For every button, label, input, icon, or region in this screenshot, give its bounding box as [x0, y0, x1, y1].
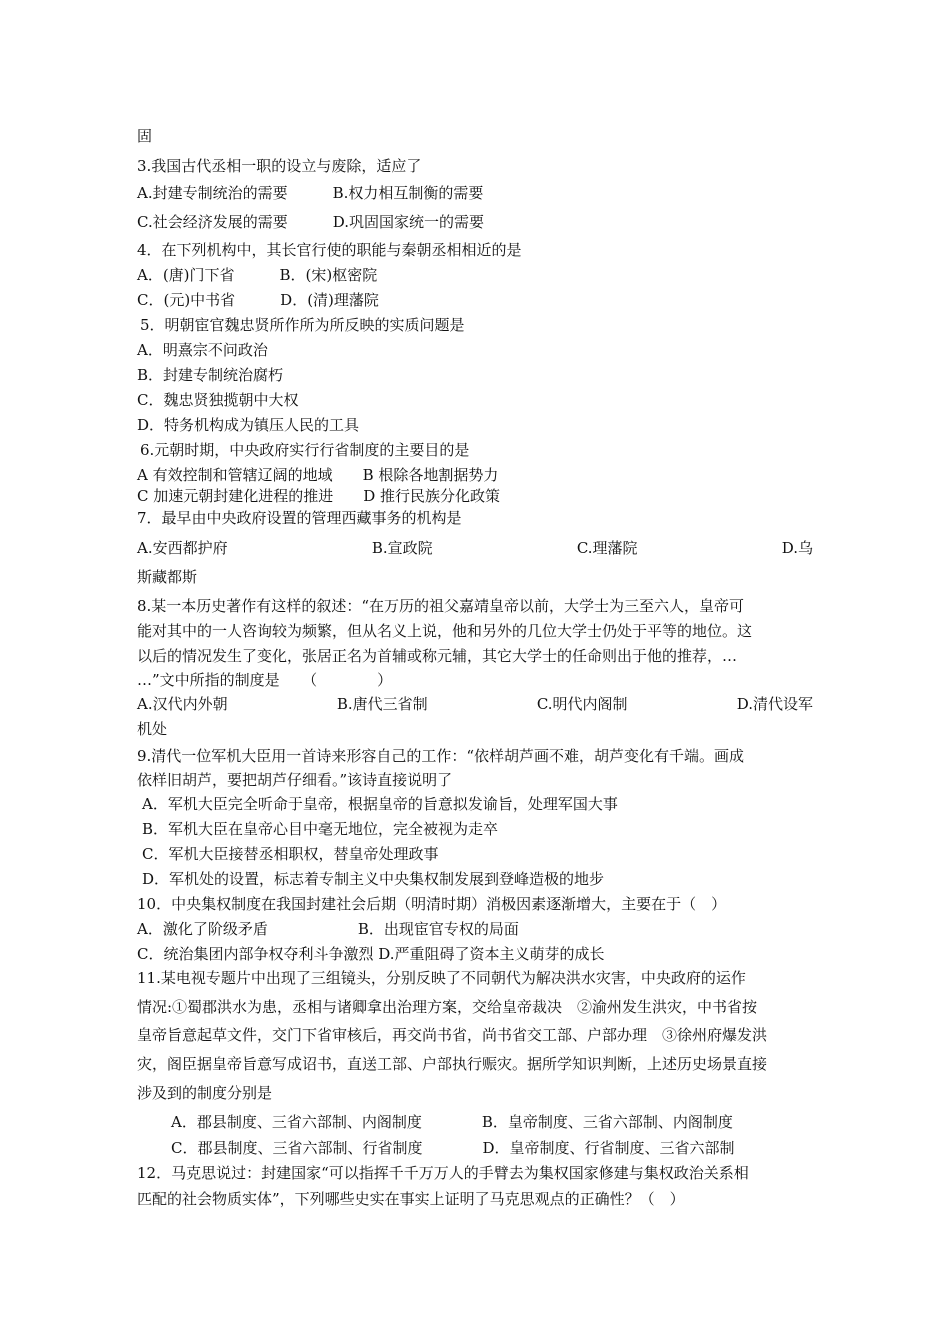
question-9-option-c: C．军机大臣接替丞相职权，替皇帝处理政事: [142, 845, 439, 863]
question-4-options-ab: A．(唐)门下省 B．(宋)枢密院: [137, 266, 378, 284]
question-8-stem: 能对其中的一人咨询较为频繁，但从名义上说，他和另外的几位大学士仍处于平等的地位。这: [137, 622, 753, 640]
option-b: B.唐代三省制: [336, 695, 428, 713]
option-c: C.理藩院: [576, 539, 638, 557]
question-7-options: [137, 538, 813, 558]
text-line: 机处: [137, 720, 168, 738]
question-10-stem: 10．中央集权制度在我国封建社会后期（明清时期）消极因素逐渐增大，主要在于（ ）: [137, 895, 727, 913]
question-10-options-cd: C．统治集团内部争权夺利斗争激烈 D.严重阻碍了资本主义萌芽的成长: [137, 945, 605, 963]
question-8-stem: 以后的情况发生了变化，张居正名为首辅或称元辅，其它大学士的任命则出于他的推荐，…: [137, 647, 738, 665]
question-10-options-ab: A．激化了阶级矛盾 B．出现宦官专权的局面: [137, 920, 519, 938]
question-9-option-b: B．军机大臣在皇帝心目中毫无地位，完全被视为走卒: [142, 820, 499, 838]
question-7-stem: 7．最早由中央政府设置的管理西藏事务的机构是: [137, 509, 462, 527]
text-line: 斯藏都斯: [137, 568, 198, 586]
option-d: D.乌: [781, 539, 813, 557]
question-9-stem: 9.清代一位军机大臣用一首诗来形容自己的工作：“依样胡芦画不难，胡芦变化有千端。画成: [137, 747, 744, 765]
question-5-stem: 5．明朝宦官魏忠贤所作所为所反映的实质问题是: [140, 316, 465, 334]
question-5-option-c: C．魏忠贤独揽朝中大权: [137, 391, 299, 409]
question-11-options-ab: A．郡县制度、三省六部制、内阁制度 B．皇帝制度、三省六部制、内阁制度: [171, 1113, 733, 1131]
question-6-stem: 6.元朝时期，中央政府实行行省制度的主要目的是: [140, 441, 470, 459]
question-6-options-ab: A 有效控制和管辖辽阔的地域 B 根除各地割据势力: [137, 466, 499, 484]
option-a: A.汉代内外朝: [137, 695, 228, 713]
question-9-option-a: A．军机大臣完全听命于皇帝，根据皇帝的旨意拟发谕旨，处理军国大事: [142, 795, 618, 813]
question-5-option-a: A．明熹宗不问政治: [137, 341, 268, 359]
question-5-option-b: B．封建专制统治腐朽: [137, 366, 284, 384]
question-3-options-ab: A.封建专制统治的需要 B.权力相互制衡的需要: [137, 184, 484, 202]
question-12-stem: 12．马克思说过：封建国家“可以指挥千千万万人的手臂去为集权国家修建与集权政治关系相: [137, 1164, 749, 1182]
option-d: D.清代设军: [736, 695, 813, 713]
question-8-stem: 8.某一本历史著作有这样的叙述：“在万历的祖父嘉靖皇帝以前，大学士为三至六人，皇帝可: [137, 597, 744, 615]
option-a: A.安西都护府: [137, 539, 228, 557]
question-11-options-cd: C．郡县制度、三省六部制、行省制度 D．皇帝制度、行省制度、三省六部制: [171, 1139, 735, 1157]
question-11-stem: 11.某电视专题片中出现了三组镜头，分别反映了不同朝代为解决洪水灾害，中央政府的运作: [137, 969, 746, 987]
question-12-stem: 匹配的社会物质实体”，下列哪些史实在事实上证明了马克思观点的正确性？（ ）: [137, 1190, 685, 1208]
question-11-stem: 皇帝旨意起草文件，交门下省审核后，再交尚书省，尚书省交工部、户部办理 ③徐州府爆发洪: [137, 1026, 768, 1044]
question-11-stem: 灾，阁臣据皇帝旨意写成诏书，直送工部、户部执行赈灾。据所学知识判断，上述历史场景直接: [137, 1055, 768, 1073]
question-8-options: [137, 694, 813, 714]
option-b: B.宣政院: [371, 539, 433, 557]
option-c: C.明代内阁制: [536, 695, 628, 713]
text-line: 固: [137, 127, 153, 145]
question-9-option-d: D．军机处的设置，标志着专制主义中央集权制发展到登峰造极的地步: [142, 870, 605, 888]
question-4-stem: 4．在下列机构中，其长官行使的职能与秦朝丞相相近的是: [137, 241, 522, 259]
question-11-stem: 情况:①蜀郡洪水为患，丞相与诸卿拿出治理方案，交给皇帝裁决 ②渝州发生洪灾，中书省按: [137, 998, 758, 1016]
question-3-options-cd: C.社会经济发展的需要 D.巩固国家统一的需要: [137, 213, 484, 231]
question-11-stem: 涉及到的制度分别是: [137, 1084, 273, 1102]
question-6-options-cd: C 加速元朝封建化进程的推进 D 推行民族分化政策: [137, 487, 501, 505]
question-9-stem: 依样旧胡芦，要把胡芦仔细看。”该诗直接说明了: [137, 771, 453, 789]
question-3-stem: 3.我国古代丞相一职的设立与废除，适应了: [137, 157, 422, 175]
question-4-options-cd: C．(元)中书省 D．(清)理藩院: [137, 291, 379, 309]
question-8-stem: …”文中所指的制度是 （ ）: [137, 671, 393, 689]
question-5-option-d: D．特务机构成为镇压人民的工具: [137, 416, 360, 434]
